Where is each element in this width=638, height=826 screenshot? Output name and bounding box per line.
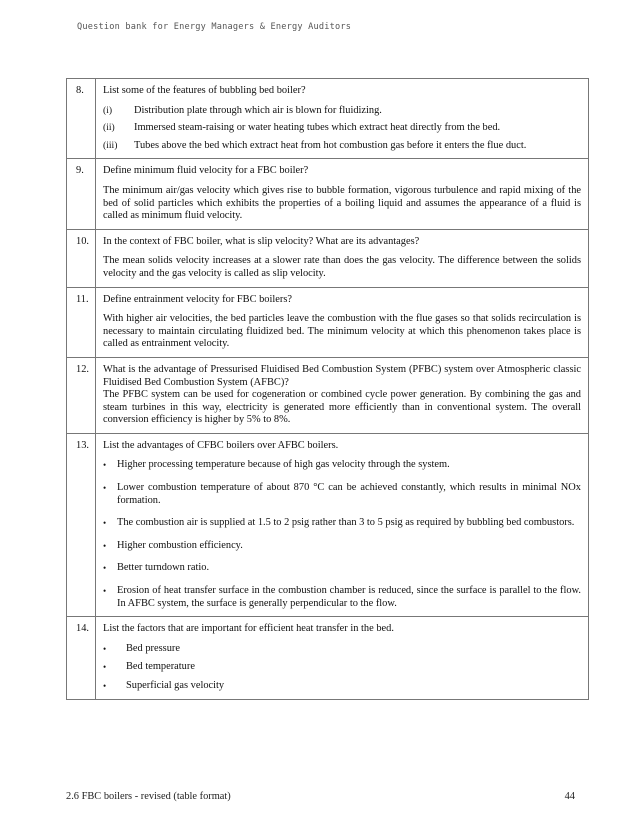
question-number: 9. [67,159,96,229]
item-text: Bed pressure [126,642,180,654]
footer-title: 2.6 FBC boilers - revised (table format) [66,791,231,802]
list-item [103,540,581,553]
list-item [103,585,581,610]
answer-text: The mean solids velocity increases at a slower rate than does the gas velocity. The difference between the solids velocity and the gas velocity is called as slip velocity. [103,255,581,279]
list-item [103,661,581,674]
question-row-8 [67,79,589,159]
page-footer [66,791,575,802]
item-label: (i) [103,104,113,116]
question-row-11 [67,287,589,357]
bullet-icon: • [103,460,107,471]
page-header: Question bank for Energy Managers & Energy Auditors [77,22,352,32]
item-text: Tubes above the bed which extract heat from hot combustion gas before it enters the flue duct. [134,139,527,151]
answer-text: The PFBC system can be used for cogeneration or combined cycle power generation. By combining the gas and steam turbines in this way, electricity is generated more efficiently than in conventional system. The overall conversion efficiency is higher by 5% to 8%. [103,389,581,426]
item-text: Bed temperature [126,661,195,673]
question-cell [96,287,589,357]
item-text: Higher combustion efficiency. [117,539,243,551]
feature-list [103,105,581,153]
question-text: Define minimum fluid velocity for a FBC boiler? [103,165,309,177]
question-cell [96,433,589,616]
list-item [103,562,581,575]
list-item [103,122,581,135]
bullet-icon: • [103,518,107,529]
bullet-icon: • [103,483,107,494]
answer-text: The minimum air/gas velocity which gives rise to bubble formation, vigorous turbulence and rapid mixing of the bed of solid particles which exhibits the properties of a boiling liquid and assumes the appearance of a fluid is called as minimum fluid velocity. [103,184,581,222]
question-text: Define entrainment velocity for FBC boilers? [103,293,292,305]
item-label: (ii) [103,122,115,134]
question-row-12 [67,357,589,433]
question-number: 11. [67,287,96,357]
answer-text: With higher air velocities, the bed particles leave the combustion with the flue gases so that solids recirculation is necessary to maintain circulating fluidized bed. The minimum velocity at which this phenomenon takes place is called as entrainment velocity. [103,313,581,350]
page-number: 44 [564,791,575,802]
item-label: (iii) [103,139,118,151]
list-item [103,482,581,507]
list-item [103,517,581,530]
item-text: Distribution plate through which air is blown for fluidizing. [134,104,382,116]
question-row-9 [67,159,589,229]
bullet-icon: • [103,681,107,691]
bullet-icon: • [103,563,107,574]
question-cell [96,159,589,229]
list-item [103,459,581,472]
question-row-13 [67,433,589,616]
list-item [103,680,581,693]
list-item [103,643,581,656]
list-item [103,105,581,118]
item-text: Higher processing temperature because of high gas velocity through the system. [117,459,450,471]
item-text: Lower combustion temperature of about 870 °C can be achieved constantly, which results in minimal NOx formation. [117,482,581,506]
factor-list [103,643,581,693]
question-number: 10. [67,229,96,287]
question-table [66,78,589,700]
question-text: List the advantages of CFBC boilers over AFBC boilers. [103,439,339,451]
bullet-icon: • [103,540,107,551]
advantage-list [103,459,581,610]
question-number: 14. [67,617,96,699]
item-text: Immersed steam-raising or water heating tubes which extract heat directly from the bed. [134,122,501,134]
question-text: List some of the features of bubbling bed boiler? [103,85,306,96]
bullet-icon: • [103,586,107,597]
bullet-icon: • [103,643,107,654]
list-item [103,140,581,153]
item-text: Superficial gas velocity [126,680,225,691]
question-text: In the context of FBC boiler, what is slip velocity? What are its advantages? [103,235,420,247]
bullet-icon: • [103,662,107,673]
item-text: Better turndown ratio. [117,562,210,574]
question-number: 8. [67,79,96,159]
question-number: 12. [67,357,96,433]
question-row-14 [67,617,589,699]
item-text: Erosion of heat transfer surface in the combustion chamber is reduced, since the surface is parallel to the flow. In AFBC system, the surface is generally perpendicular to the flow. [117,585,581,609]
item-text: The combustion air is supplied at 1.5 to 2 psig rather than 3 to 5 psig as required by bubbling bed combustors. [117,517,575,529]
question-text: List the factors that are important for efficient heat transfer in the bed. [103,623,394,635]
question-cell [96,357,589,433]
question-cell [96,79,589,159]
question-text: What is the advantage of Pressurised Fluidised Bed Combustion System (PFBC) system over Atmospheric classic Fluidised Bed Combustion System (AFBC)? [103,363,581,388]
question-row-10 [67,229,589,287]
question-cell [96,229,589,287]
question-cell [96,617,589,699]
question-number: 13. [67,433,96,616]
